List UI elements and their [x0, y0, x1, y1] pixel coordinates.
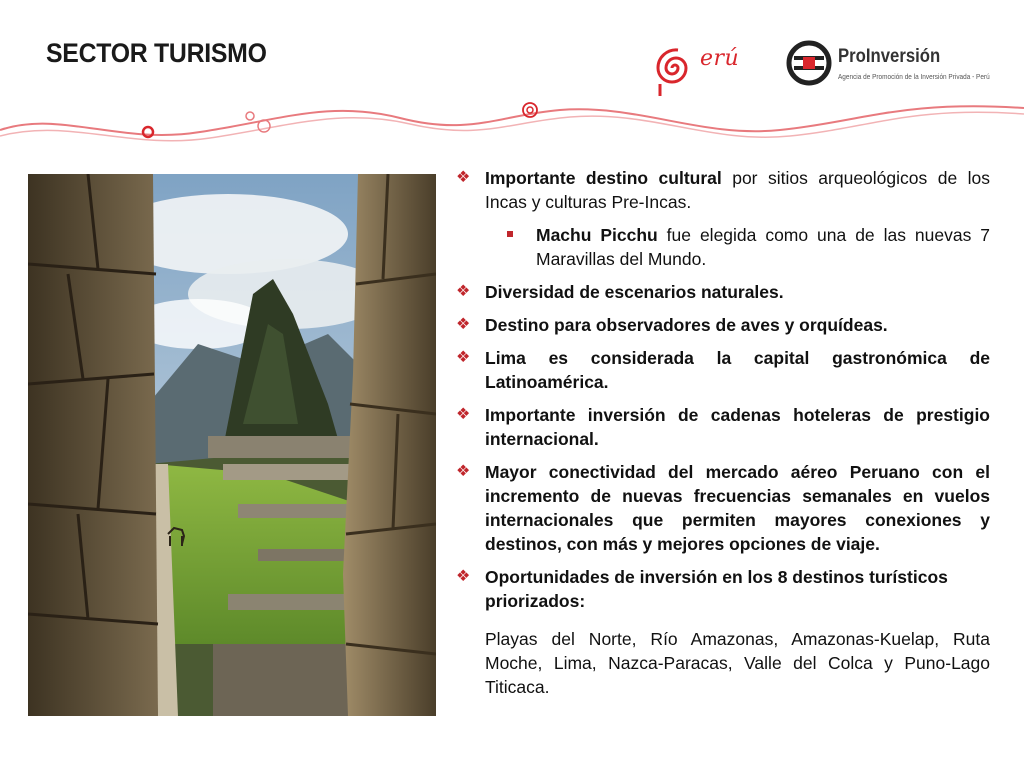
bullet-bold: Importante destino cultural — [485, 168, 722, 188]
peru-logo — [650, 38, 770, 98]
bullet-bold: Lima es considerada la capital gastronómica de Latinoamérica. — [485, 348, 990, 392]
sub-list-item — [456, 223, 990, 271]
diamond-bullet-icon: ❖ — [456, 406, 471, 423]
diamond-bullet-icon: ❖ — [456, 316, 471, 333]
list-item — [456, 565, 990, 613]
diamond-bullet-icon: ❖ — [456, 568, 471, 585]
sub-bullet-text: fue elegida como una de las nuevas 7 Maravillas del Mundo. — [536, 225, 991, 269]
destinations-paragraph: Playas del Norte, Río Amazonas, Amazonas-Kuelap, Ruta Moche, Lima, Nazca-Paracas, Valle del Colca y Puno-Lago Titicaca. — [485, 629, 990, 697]
diamond-bullet-icon: ❖ — [456, 283, 471, 300]
bullet-bold: Oportunidades de inversión en los 8 destinos turísticos priorizados: — [485, 567, 948, 611]
proinversion-tagline: Agencia de Promoción de la Inversión Privada - Perú — [838, 72, 990, 81]
bullet-text: por sitios arqueológicos de los Incas y culturas Pre-Incas. — [485, 168, 990, 212]
content-list — [456, 166, 990, 699]
diamond-bullet-icon: ❖ — [456, 169, 471, 186]
bullet-bold: Importante inversión de cadenas hoteleras de prestigio internacional. — [485, 405, 990, 449]
list-item — [456, 346, 990, 394]
bullet-bold: Destino para observadores de aves y orquídeas. — [485, 315, 888, 335]
sub-bullet-bold: Machu Picchu — [536, 225, 658, 245]
peru-spiral-icon — [650, 38, 700, 98]
list-item — [456, 313, 990, 337]
diamond-bullet-icon: ❖ — [456, 463, 471, 480]
peru-logo-text: erú — [700, 46, 740, 71]
proinversion-emblem-icon — [786, 40, 832, 86]
list-item — [456, 166, 990, 214]
proinversion-name: ProInversión — [838, 46, 941, 67]
machu-picchu-photo — [28, 174, 436, 716]
proinversion-logo — [786, 40, 996, 88]
list-item — [456, 403, 990, 451]
diamond-bullet-icon: ❖ — [456, 349, 471, 366]
wave-decoration — [0, 90, 1024, 160]
list-item — [456, 280, 990, 304]
bullet-bold: Mayor conectividad del mercado aéreo Peruano con el incremento de nuevas frecuencias semanales en vuelos internacionales que permiten mayores conexiones y destinos, con más y mejores opciones de viaje. — [485, 462, 990, 554]
list-item — [456, 460, 990, 556]
bullet-bold: Diversidad de escenarios naturales. — [485, 282, 784, 302]
square-bullet-icon — [507, 231, 513, 237]
slide-title: SECTOR TURISMO — [46, 38, 267, 68]
